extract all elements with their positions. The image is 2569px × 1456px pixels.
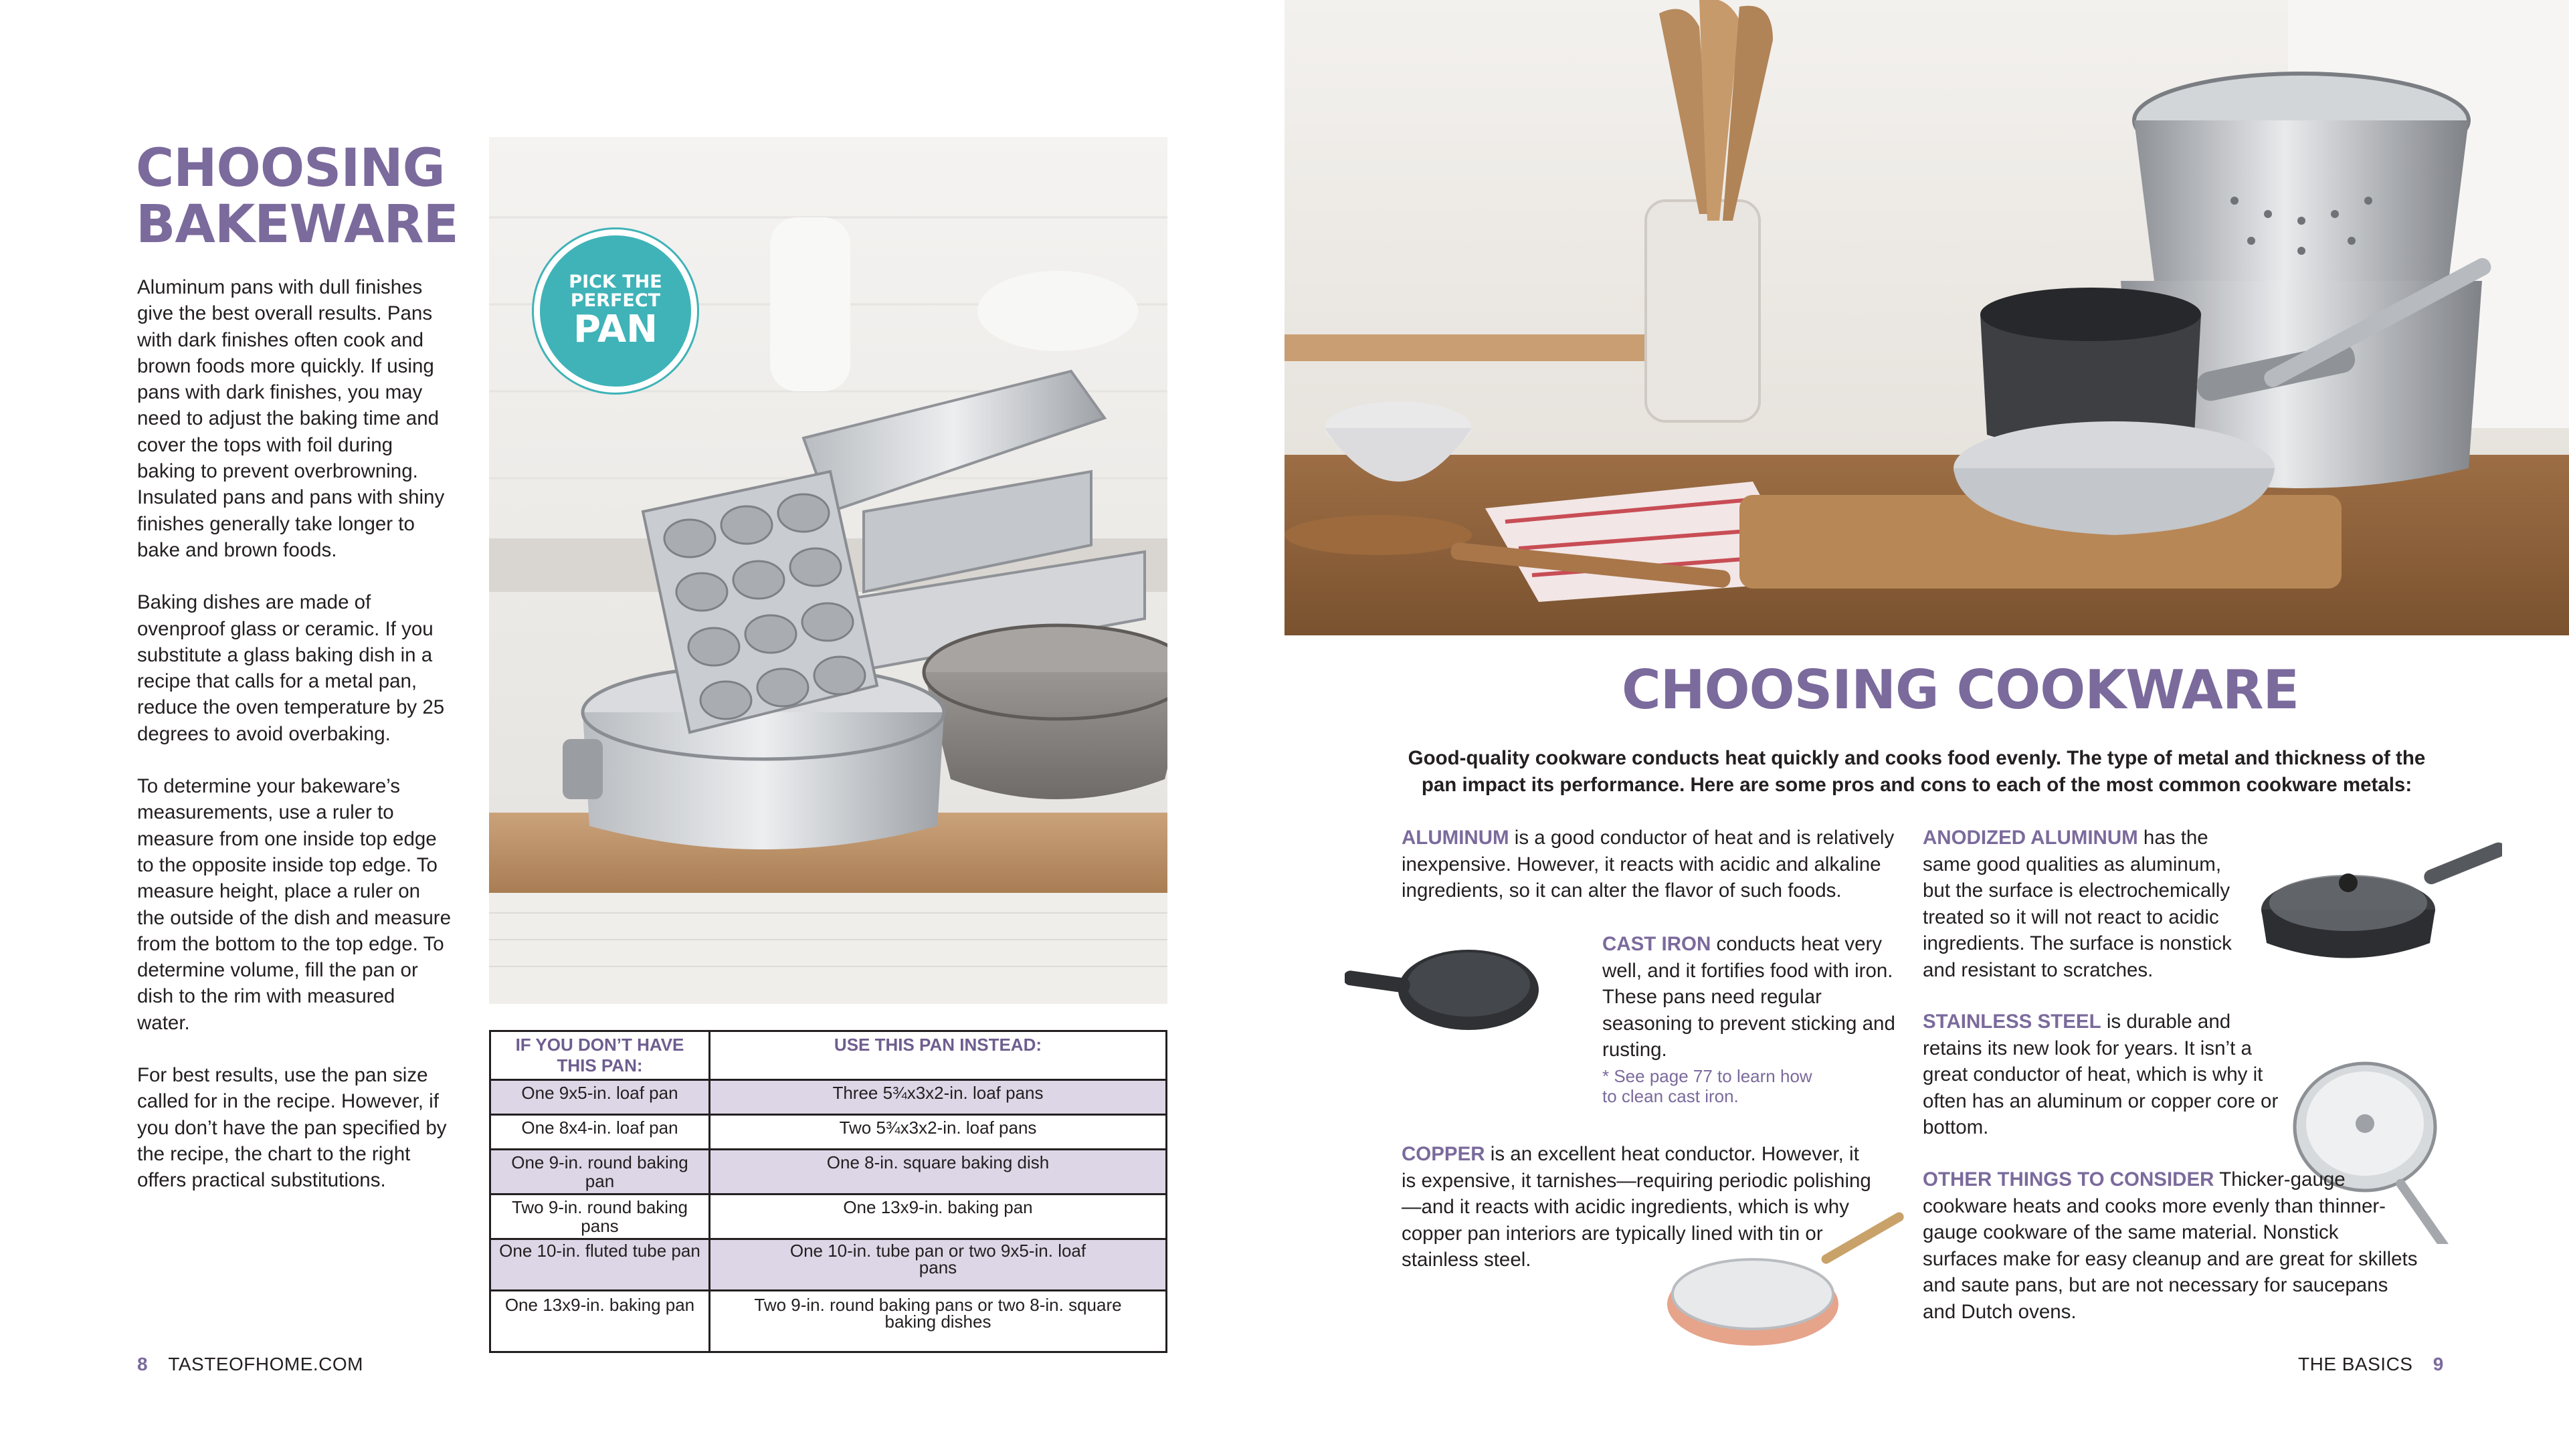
page-number: 9 — [2433, 1354, 2444, 1374]
cast-iron-key: CAST IRON — [1602, 933, 1711, 955]
other-things-key: OTHER THINGS TO CONSIDER — [1923, 1168, 2214, 1190]
aluminum-key: ALUMINUM — [1402, 827, 1509, 849]
table-cell: Two 9-in. round baking pans — [490, 1194, 710, 1239]
bakeware-paragraph: To determine your bakeware’s measurements, use a ruler to measure from one inside top edge to the opposite inside top edge. To measure height, place a ruler on the outside of the dish and measure from the bottom to the top edge. To determine volume, fill the pan or dish to the rim with measured water. — [137, 775, 452, 1034]
table-cell: One 8x4-in. loaf pan — [490, 1115, 710, 1150]
table-row — [490, 1115, 1167, 1150]
copper-pan-image — [1652, 1204, 1907, 1358]
bakeware-title-line1: CHOOSING — [136, 138, 445, 199]
anodized-saute-pan-image — [2241, 836, 2502, 976]
table-cell: One 10-in. fluted tube pan — [490, 1239, 710, 1291]
cast-iron-text: conducts heat very well, and it fortifies food with iron. These pans need regular seasoning to prevent sticking and rusting. — [1602, 933, 1895, 1061]
table-cell: Two 5¾x3x2-in. loaf pans — [709, 1115, 1166, 1150]
cookware-intro: Good-quality cookware conducts heat quickly and cooks food evenly. The type of metal and thickness of the pan impact its performance. Here are some pros and cons to each of the most common cookware metals: — [1408, 747, 2426, 796]
other-things-text: Thicker-gauge cookware heats and cooks more evenly than thinner-gauge cookware of the same material. Nonstick surfaces make for easy cleanup and are great for skillets and saute pans, but are not necessary for saucepans and Dutch ovens. — [1923, 1168, 2418, 1323]
stainless-steel-section — [1923, 1009, 2284, 1141]
table-header: USE THIS PAN INSTEAD: — [709, 1031, 1166, 1080]
right-footer — [2298, 1354, 2444, 1375]
table-header-row — [490, 1031, 1167, 1080]
anodized-aluminum-key: ANODIZED ALUMINUM — [1923, 827, 2138, 849]
table-header: IF YOU DON’T HAVE THIS PAN: — [490, 1031, 710, 1080]
cast-iron-note: * See page 77 to learn how to clean cast iron. — [1602, 1066, 1812, 1106]
bakeware-body — [137, 274, 452, 1220]
copper-key: COPPER — [1402, 1143, 1485, 1165]
table-row — [490, 1239, 1167, 1291]
bakeware-paragraph: Baking dishes are made of ovenproof glass or ceramic. If you substitute a glass baking dish in a recipe that calls for a metal pan, reduce the oven temperature by 25 degrees to avoid overbaking. — [137, 591, 445, 745]
table-cell: One 10-in. tube pan or two 9x5-in. loaf pans — [709, 1239, 1166, 1291]
pick-the-perfect-pan-badge — [534, 229, 697, 393]
aluminum-section — [1402, 825, 1917, 904]
bakeware-paragraph: Aluminum pans with dull finishes give the best overall results. Pans with dark finishes often cook and brown foods more quickly. If using pans with dark finishes, you may need to adjust the baking time and cover the tops with foil during baking to prevent overbrowning. Insulated pans and pans with shiny finishes generally take longer to bake and brown foods. — [137, 276, 445, 561]
cast-iron-skillet-image — [1345, 936, 1539, 1050]
badge-line1: PICK THE — [569, 272, 662, 292]
table-cell: Two 9-in. round baking pans or two 8-in. square baking dishes — [709, 1291, 1166, 1352]
table-row — [490, 1150, 1167, 1194]
bakeware-title-line2: BAKEWARE — [136, 195, 458, 255]
table-cell: One 9-in. round baking pan — [490, 1150, 710, 1194]
other-things-section — [1923, 1166, 2418, 1325]
table-row — [490, 1291, 1167, 1352]
table-cell: Three 5¾x3x2-in. loaf pans — [709, 1080, 1166, 1115]
footer-section: THE BASICS — [2298, 1354, 2413, 1374]
copper-text: is an excellent heat conductor. However, it is expensive, it tarnishes—requiring periodic polishing—and it reacts with acidic ingredients, which is why copper pan interiors are typically lined with tin or stainless steel. — [1402, 1143, 1871, 1271]
table-row — [490, 1194, 1167, 1239]
table-cell: One 13x9-in. baking pan — [709, 1194, 1166, 1239]
footer-site: TASTEOFHOME.COM — [168, 1354, 364, 1374]
pan-substitution-table — [489, 1030, 1167, 1353]
stainless-steel-text: is durable and retains its new look for years. It isn’t a great conductor of heat, which is why it often has an aluminum or copper core or bottom. — [1923, 1011, 2279, 1138]
table-row — [490, 1080, 1167, 1115]
left-footer — [137, 1354, 363, 1375]
bakeware-title — [136, 140, 484, 253]
badge-line2: PERFECT — [570, 290, 661, 311]
badge-line3: PAN — [573, 308, 658, 351]
bakeware-paragraph: For best results, use the pan size called for in the recipe. However, if you don’t have the pan specified by the recipe, the chart to the right offers practical substitutions. — [137, 1064, 447, 1192]
table-cell: One 13x9-in. baking pan — [490, 1291, 710, 1352]
page-number: 8 — [137, 1354, 149, 1374]
cast-iron-section — [1602, 931, 1897, 1063]
table-cell: One 9x5-in. loaf pan — [490, 1080, 710, 1115]
anodized-aluminum-text: has the same good qualities as aluminum, but the surface is electrochemically treated so it will not react to acidic ingredients. The surface is nonstick and resistant to scratches. — [1923, 827, 2232, 981]
anodized-aluminum-section — [1923, 825, 2237, 983]
cookware-photo — [1284, 0, 2569, 635]
table-cell: One 8-in. square baking dish — [709, 1150, 1166, 1194]
aluminum-text: is a good conductor of heat and is relatively inexpensive. However, it reacts with acidic and alkaline ingredients, so it can alter the flavor of such foods. — [1402, 827, 1895, 902]
stainless-steel-key: STAINLESS STEEL — [1923, 1011, 2101, 1033]
cookware-title: CHOOSING COOKWARE — [1622, 659, 2299, 721]
